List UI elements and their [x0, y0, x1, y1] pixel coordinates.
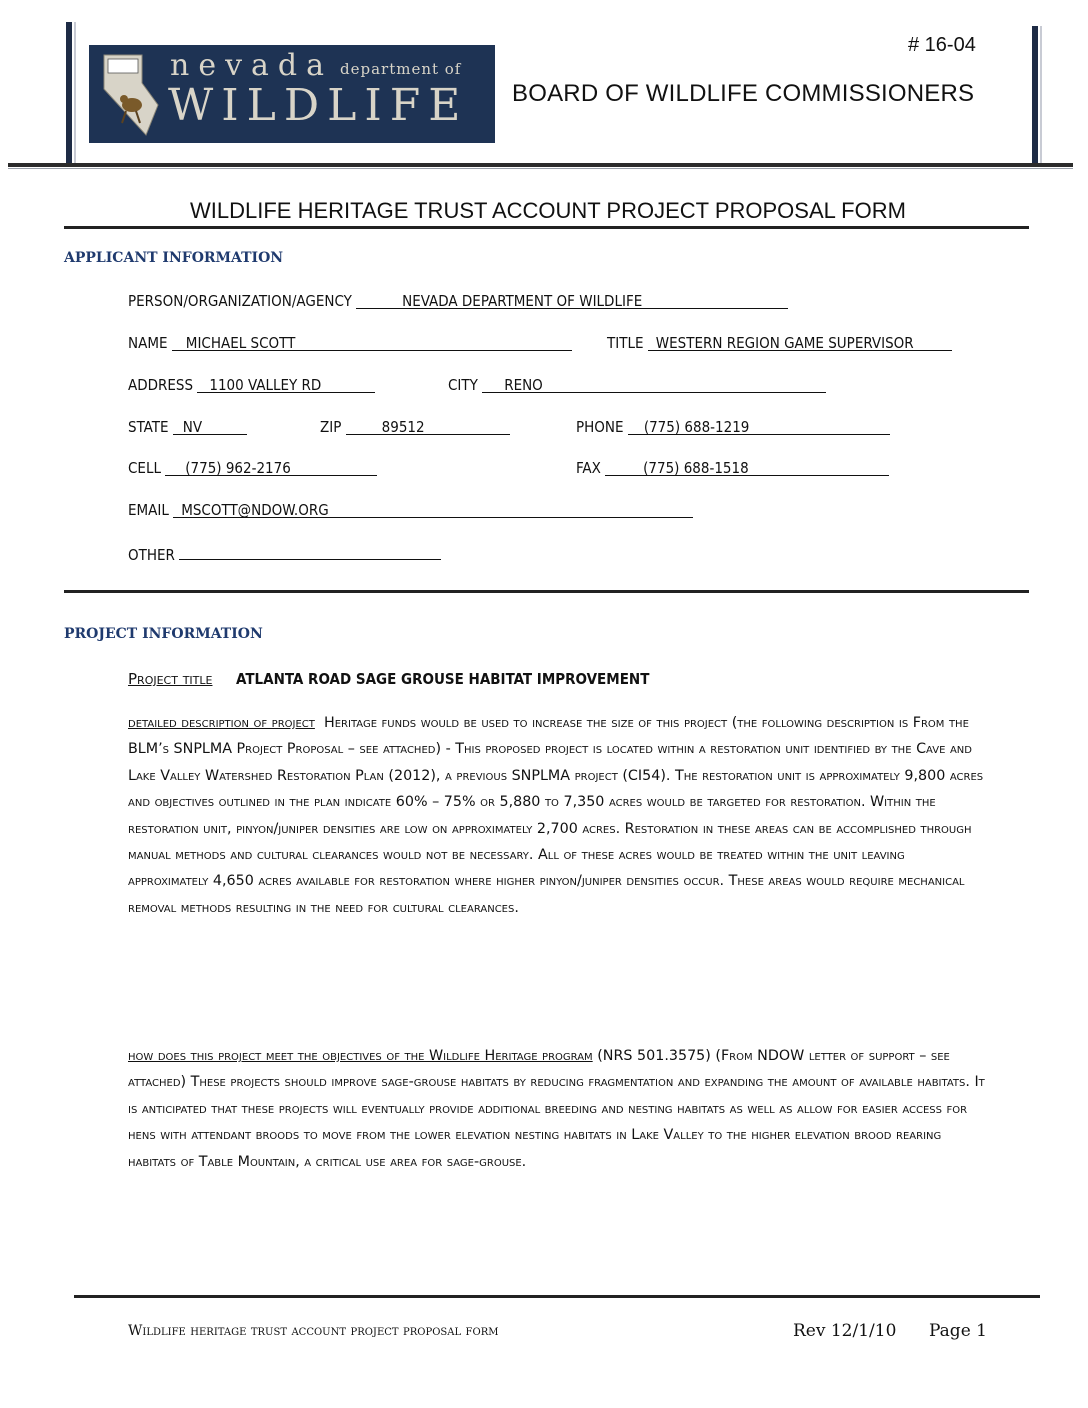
city-value[interactable]: RENO — [482, 376, 826, 393]
nevada-state-badge-icon — [102, 53, 160, 137]
applicant-section-heading: APPLICANT INFORMATION — [64, 250, 284, 266]
header-left-bar — [66, 22, 72, 164]
header-rule — [8, 163, 1073, 167]
footer-page-number: Page 1 — [929, 1321, 987, 1341]
fax-value[interactable]: (775) 688-1518 — [605, 459, 889, 476]
email-label: EMAIL — [128, 501, 169, 519]
phone-value[interactable]: (775) 688-1219 — [628, 418, 890, 435]
org-field-row — [128, 292, 788, 310]
title-field-row — [607, 334, 952, 352]
header-rule-thin — [8, 168, 1073, 169]
title-label: TITLE — [607, 334, 644, 352]
document-number: # 16-04 — [908, 34, 976, 56]
zip-value[interactable]: 89512 — [346, 418, 510, 435]
other-field-row — [128, 543, 441, 564]
project-objectives — [128, 1043, 988, 1175]
city-field-row — [448, 376, 826, 394]
logo-wildlife-text: WILDLIFE — [168, 80, 469, 131]
title-value[interactable]: WESTERN REGION GAME SUPERVISOR — [648, 334, 952, 351]
other-label: OTHER — [128, 546, 175, 564]
state-field-row — [128, 418, 247, 436]
phone-label: PHONE — [576, 418, 624, 436]
other-value[interactable] — [179, 543, 441, 560]
state-value[interactable]: NV — [173, 418, 247, 435]
logo-nevada-text: nevada — [170, 48, 333, 83]
project-section-heading: PROJECT INFORMATION — [64, 626, 263, 642]
objectives-label: how does this project meet the objectives of the Wildlife Heritage program — [128, 1048, 593, 1064]
zip-field-row — [320, 418, 510, 436]
section-divider — [64, 590, 1029, 593]
email-field-row — [128, 501, 693, 519]
header-right-bar — [1032, 26, 1038, 164]
cell-field-row — [128, 459, 377, 477]
project-title-value: ATLANTA ROAD SAGE GROUSE HABITAT IMPROVEMENT — [236, 670, 650, 688]
project-title-label: Project title — [128, 670, 213, 688]
title-rule — [64, 226, 1029, 229]
cell-value[interactable]: (775) 962-2176 — [165, 459, 377, 476]
footer-revision: Rev 12/1/10 — [793, 1321, 897, 1341]
description-label: detailed description of project — [128, 715, 315, 731]
name-field-row — [128, 334, 572, 352]
objectives-text: (NRS 501.3575) (From NDOW letter of support – see attached) These projects should improve sage-grouse habitats by reducing fragmentation and expanding the amount of available habitats. It is anticipated that these projects will eventually provide additional breeding and nesting habitats as well as allow for easier access for hens with attendant broods to move from the lower elevation nesting habitats in Lake Valley to the higher elevation brood rearing habitats of Table Mountain, a critical use area for sage-grouse. — [128, 1048, 985, 1170]
address-label: ADDRESS — [128, 376, 194, 394]
footer-form-name: Wildlife heritage trust account project proposal form — [128, 1323, 499, 1339]
project-description — [128, 710, 988, 921]
header-right-bar-accent — [1040, 26, 1042, 164]
name-value[interactable]: MICHAEL SCOTT — [172, 334, 572, 351]
state-label: STATE — [128, 418, 169, 436]
org-value[interactable]: NEVADA DEPARTMENT OF WILDLIFE — [356, 292, 788, 309]
email-value[interactable]: MSCOTT@NDOW.ORG — [173, 501, 693, 518]
address-field-row — [128, 376, 375, 394]
board-title: BOARD OF WILDLIFE COMMISSIONERS — [512, 80, 975, 107]
city-label: CITY — [448, 376, 478, 394]
logo-department-text: department of — [340, 60, 462, 78]
description-text: Heritage funds would be used to increase the size of this project (the following description is From the BLM’s SNPLMA Project Proposal – see attached) - This proposed project is located within a restoration unit identified by the Cave and Lake Valley Watershed Restoration Plan (2012), a previous SNPLMA project (CI54). The restoration unit is approximately 9,800 acres and objectives outlined in the plan indicate 60% – 75% or 5,880 to 7,350 acres would be targeted for restoration. Within the restoration unit, pinyon/juniper densities are low on approximately 2,700 acres. Restoration in these areas can be accomplished through manual methods and cultural clearances would not be necessary. All of these acres would be treated within the unit leaving approximately 4,650 acres available for restoration where higher pinyon/juniper densities occur. These areas would require mechanical removal methods resulting in the need for cultural clearances. — [128, 715, 984, 916]
form-title: WILDLIFE HERITAGE TRUST ACCOUNT PROJECT PROPOSAL FORM — [190, 198, 906, 223]
fax-field-row — [576, 459, 889, 477]
name-label: NAME — [128, 334, 168, 352]
address-value[interactable]: 1100 VALLEY RD — [197, 376, 375, 393]
fax-label: FAX — [576, 459, 601, 477]
phone-field-row — [576, 418, 890, 436]
cell-label: CELL — [128, 459, 161, 477]
zip-label: ZIP — [320, 418, 342, 436]
footer-rule — [74, 1295, 1040, 1298]
header-left-bar-accent — [74, 22, 76, 164]
project-title-row — [128, 670, 649, 688]
org-label: PERSON/ORGANIZATION/AGENCY — [128, 292, 352, 310]
